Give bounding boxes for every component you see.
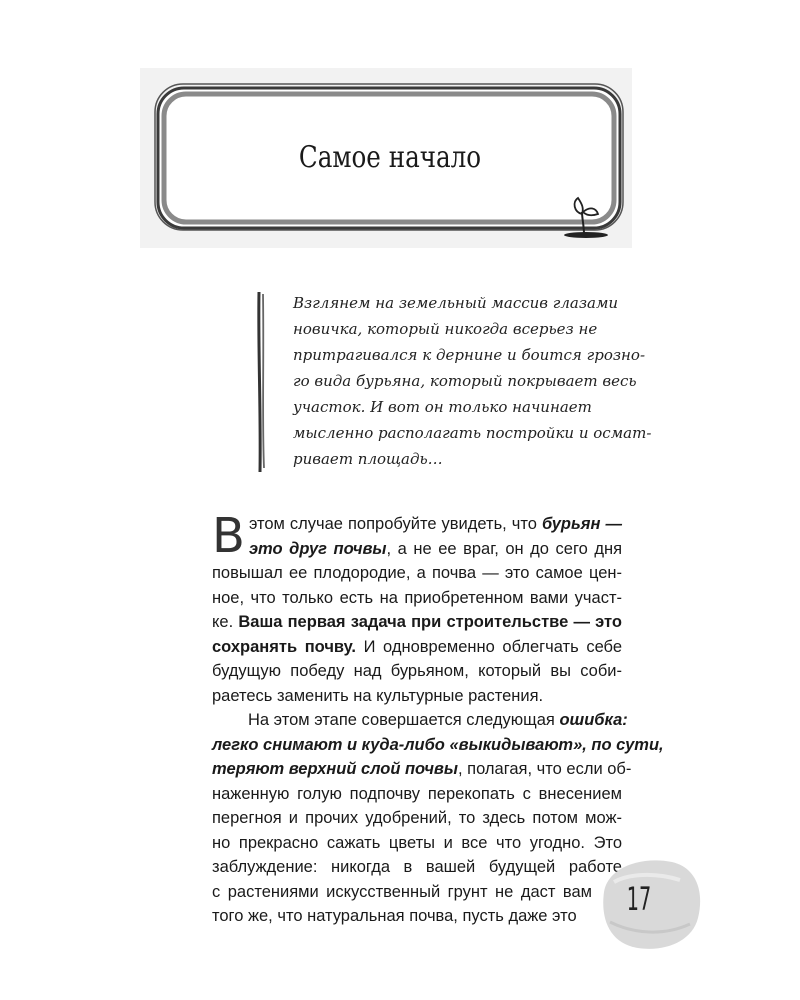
- sprout-icon: [560, 188, 620, 240]
- text-line: [212, 733, 664, 758]
- intro-line: го вида бурьяна, который покрывает весь: [293, 372, 637, 390]
- text-span: , а не ее враг, он до сего дня: [386, 539, 622, 558]
- intro-quote-bar: [252, 290, 270, 474]
- intro-line: мысленно располагать постройки и осмат-: [293, 424, 652, 442]
- paragraph-1: [212, 508, 623, 708]
- text-line: [212, 610, 622, 635]
- text-line: [212, 512, 622, 537]
- text-span: И одновременно облегчать себе: [355, 637, 623, 656]
- text-span: этом случае попробуйте увидеть, что: [248, 515, 542, 533]
- bold-text: сохранять почву.: [212, 637, 356, 656]
- text-span: На этом этапе совершается следующая: [248, 711, 560, 729]
- emphasis-text: это друг почвы: [248, 539, 387, 558]
- text-line: но прекрасно сажать цветы и все что угодно. Это: [212, 833, 622, 852]
- text-line: того же, что натуральная почва, пусть даже это: [212, 907, 577, 925]
- page-number: 17: [626, 880, 652, 918]
- emphasis-text: легко снимают и куда-либо «выкидывают», по сути,: [212, 735, 664, 754]
- text-line: с растениями искусственный грунт не даст вам: [212, 882, 592, 901]
- text-line: наженную голую подпочву перекопать с внесением: [212, 784, 622, 803]
- text-line: [212, 635, 622, 660]
- text-line: заблуждение: никогда в вашей будущей работе: [212, 858, 622, 876]
- text-line: будущую победу над бурьяном, который вы соби-: [212, 662, 622, 680]
- text-line: ное, что только есть на приобретенном вами участ-: [212, 588, 622, 607]
- intro-line: новичка, который никогда всерьез не: [293, 320, 598, 338]
- intro-quote: [293, 290, 652, 472]
- text-line: перегноя и прочих удобрений, то здесь потом мож-: [212, 809, 622, 827]
- text-line: [212, 757, 632, 782]
- text-line: [212, 537, 622, 562]
- chapter-title: Самое начало: [298, 140, 482, 175]
- intro-line: Взглянем на земельный массив глазами: [293, 294, 619, 312]
- intro-line: притрагивался к дернине и боится грозно-: [293, 346, 646, 364]
- emphasis-text: ошибка:: [559, 711, 628, 729]
- text-line: раетесь заменить на культурные растения.: [212, 686, 544, 705]
- emphasis-text: теряют верхний слой почвы: [212, 760, 458, 778]
- text-line: повышал ее плодородие, а почва — это самое цен-: [212, 564, 622, 582]
- text-span: ке.: [212, 613, 239, 631]
- intro-line: участок. И вот он только начинает: [293, 398, 592, 416]
- emphasis-text: бурьян —: [541, 515, 622, 533]
- text-span: , полагая, что если об-: [458, 760, 632, 778]
- drop-cap: В: [212, 508, 245, 564]
- text-line: [212, 708, 628, 733]
- bold-text: Ваша первая задача при строительстве — это: [238, 613, 623, 631]
- intro-line: ривает площадь…: [293, 450, 443, 468]
